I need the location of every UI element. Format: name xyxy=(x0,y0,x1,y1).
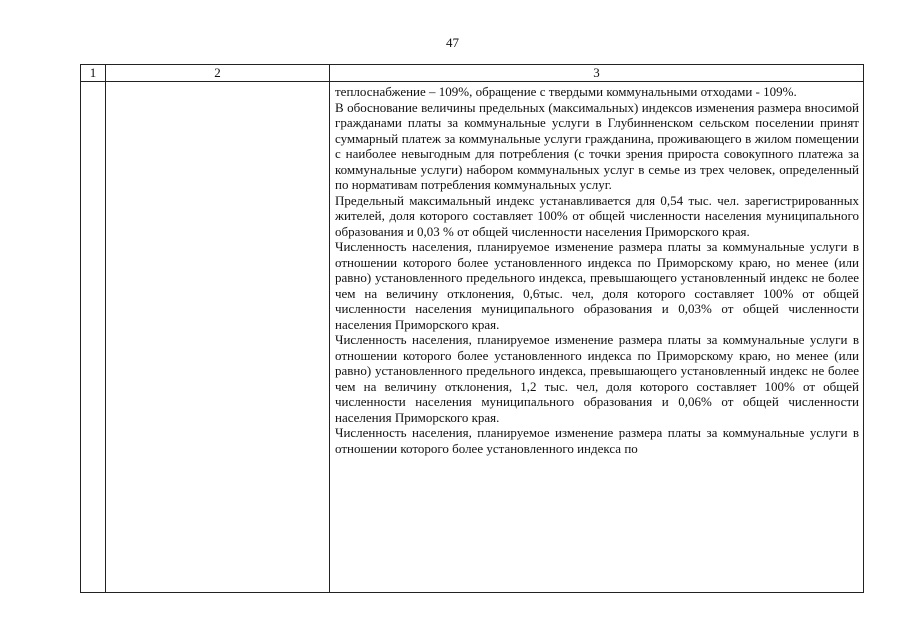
document-table xyxy=(80,64,864,593)
paragraph: Предельный максимальный индекс устанавливается для 0,54 тыс. чел. зарегистрированных жителей, доля которого составляет 100% от общей численности населения муниципального образования и 0,03 % от общей численности населения Приморского края. xyxy=(335,192,859,239)
cell-text-block xyxy=(330,82,863,456)
paragraph: теплоснабжение – 109%, обращение с твердыми коммунальными отходами - 109%. xyxy=(335,84,797,99)
table-header-row xyxy=(81,65,864,82)
column-header-3: 3 xyxy=(330,65,864,82)
paragraph: В обоснование величины предельных (максимальных) индексов изменения размера вносимой гражданами платы за коммунальные услуги в Глубинненском сельском поселении принят суммарный платеж за коммунальные услуги гражданина, проживающего в жилом помещении с наиболее невыгодным для потребления (с точки зрения прироста совокупного платежа за коммунальные услуги) набором коммунальных услуг в семье из трех человек, определенный по нормативам потребления коммунальных услуг. xyxy=(335,99,859,192)
cell-column-2 xyxy=(106,82,330,593)
paragraph: Численность населения, планируемое изменение размера платы за коммунальные услуги в отношении которого более установленного индекса по Приморскому краю, но менее (или равно) установленного предельного индекса, превышающего установленный индекс не более чем на величину отклонения, 0,6тыс. чел, доля которого составляет 100% от общей численности населения муниципального образования и 0,03% от общей численности населения Приморского края. xyxy=(335,239,859,332)
column-header-2: 2 xyxy=(106,65,330,82)
cell-column-1 xyxy=(81,82,106,593)
column-header-1: 1 xyxy=(81,65,106,82)
table-row xyxy=(81,82,864,593)
page-number: 47 xyxy=(446,35,459,50)
cell-column-3 xyxy=(330,82,864,593)
paragraph: Численность населения, планируемое изменение размера платы за коммунальные услуги в отношении которого более установленного индекса по xyxy=(335,425,859,456)
paragraph: Численность населения, планируемое изменение размера платы за коммунальные услуги в отношении которого более установленного индекса по Приморскому краю, но менее (или равно) установленного предельного индекса, превышающего установленный индекс не более чем на величину отклонения, 1,2 тыс. чел, доля которого составляет 100% от общей численности населения муниципального образования и 0,06% от общей численности населения Приморского края. xyxy=(335,332,859,425)
